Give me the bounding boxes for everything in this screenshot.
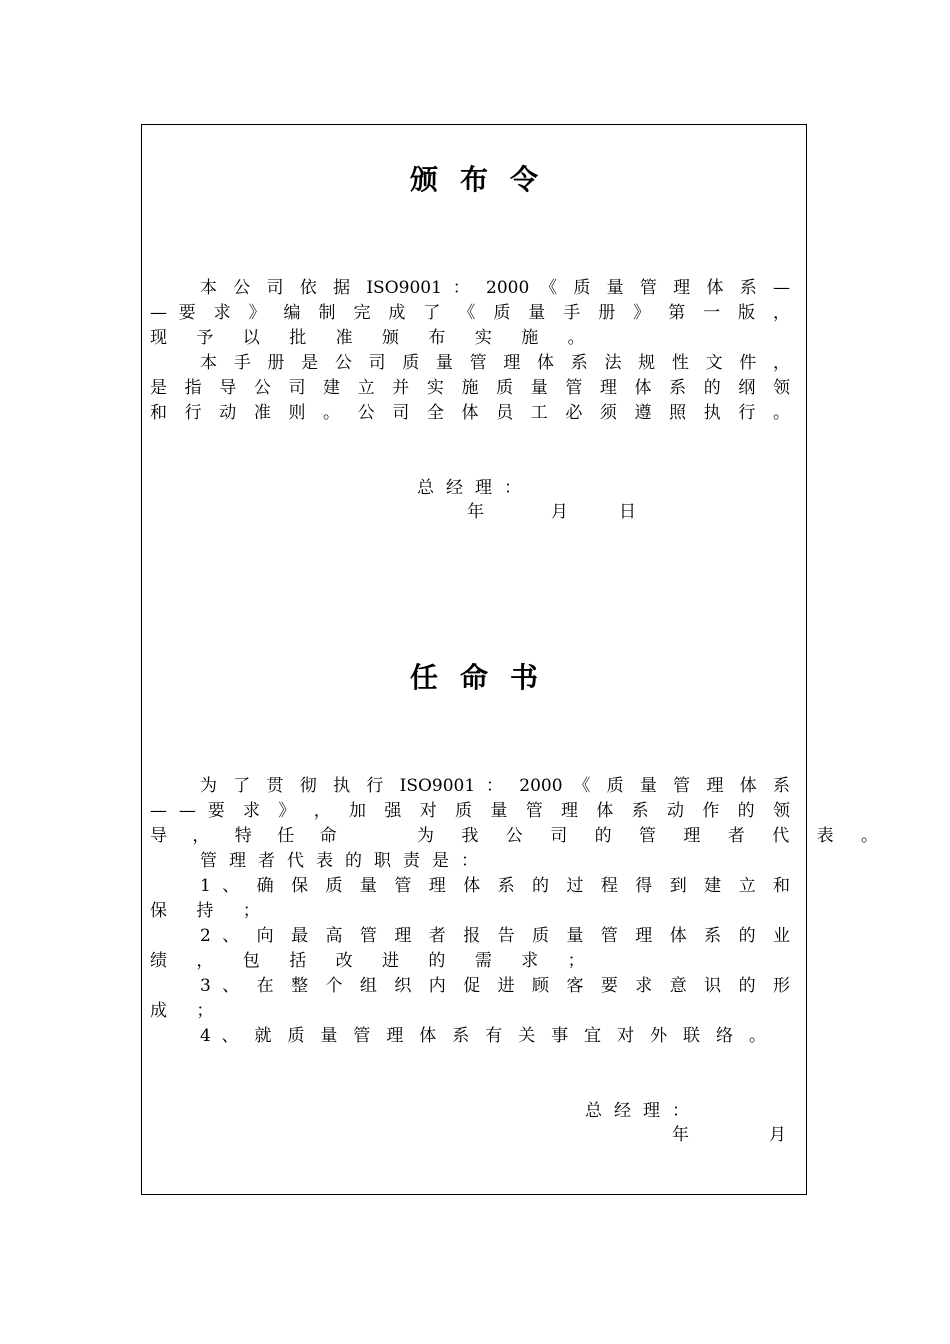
promulgation-p2-line1: 本 手 册 是 公 司 质 量 管 理 体 系 法 规 性 文 件 ， xyxy=(200,353,790,373)
appointment-date-month: 月 xyxy=(769,1125,798,1145)
appointment-p1-line1: 为 了 贯 彻 执 行 ISO9001 ： 2000 《 质 量 管 理 体 系 xyxy=(200,776,790,796)
promulgation-date-year: 年 xyxy=(467,502,496,522)
appointment-date-year: 年 xyxy=(672,1125,701,1145)
promulgation-p2-line2: 是 指 导 公 司 建 立 并 实 施 质 量 管 理 体 系 的 纲 领 xyxy=(150,378,790,398)
promulgation-title: 颁布令 xyxy=(409,163,560,196)
promulgation-signature-label: 总经理： xyxy=(417,478,533,498)
promulgation-date-day: 日 xyxy=(619,502,648,522)
duties-heading: 管理者代表的职责是： xyxy=(200,851,490,871)
duty-2-line1: 2 、 向 最 高 管 理 者 报 告 质 量 管 理 体 系 的 业 xyxy=(200,926,790,946)
appointment-p1-line2: — — 要 求 》 ， 加 强 对 质 量 管 理 体 系 动 作 的 领 xyxy=(150,801,790,821)
duty-2-line2: 绩 ， 包 括 改 进 的 需 求 ； xyxy=(150,951,597,971)
appointment-p1-line3b: 为 我 公 司 的 管 理 者 代 表 。 xyxy=(417,826,890,846)
appointment-title: 任命书 xyxy=(409,661,560,694)
promulgation-p1-line2: — 要 求 》 编 制 完 成 了 《 质 量 手 册 》 第 一 版 ， xyxy=(150,303,790,323)
duty-3-line2: 成 ； xyxy=(150,1001,226,1021)
promulgation-p1-line3: 现 予 以 批 准 颁 布 实 施 。 xyxy=(150,328,597,348)
duty-4: 4 、 就 质 量 管 理 体 系 有 关 事 宜 对 外 联 络 。 xyxy=(200,1026,766,1046)
duty-1-line2: 保 持 ； xyxy=(150,901,272,921)
promulgation-date-month: 月 xyxy=(551,502,580,522)
appointment-p1-line3a: 导 ， 特 任 命 xyxy=(150,826,347,846)
appointment-signature-label: 总经理： xyxy=(585,1101,701,1121)
duty-1-line1: 1 、 确 保 质 量 管 理 体 系 的 过 程 得 到 建 立 和 xyxy=(200,876,790,896)
promulgation-p1-line1: 本 公 司 依 据 ISO9001 ： 2000 《 质 量 管 理 体 系 — xyxy=(200,278,790,298)
duty-3-line1: 3 、 在 整 个 组 织 内 促 进 顾 客 要 求 意 识 的 形 xyxy=(200,976,790,996)
promulgation-p2-line3: 和 行 动 准 则 。 公 司 全 体 员 工 必 须 遵 照 执 行 。 xyxy=(150,403,790,423)
